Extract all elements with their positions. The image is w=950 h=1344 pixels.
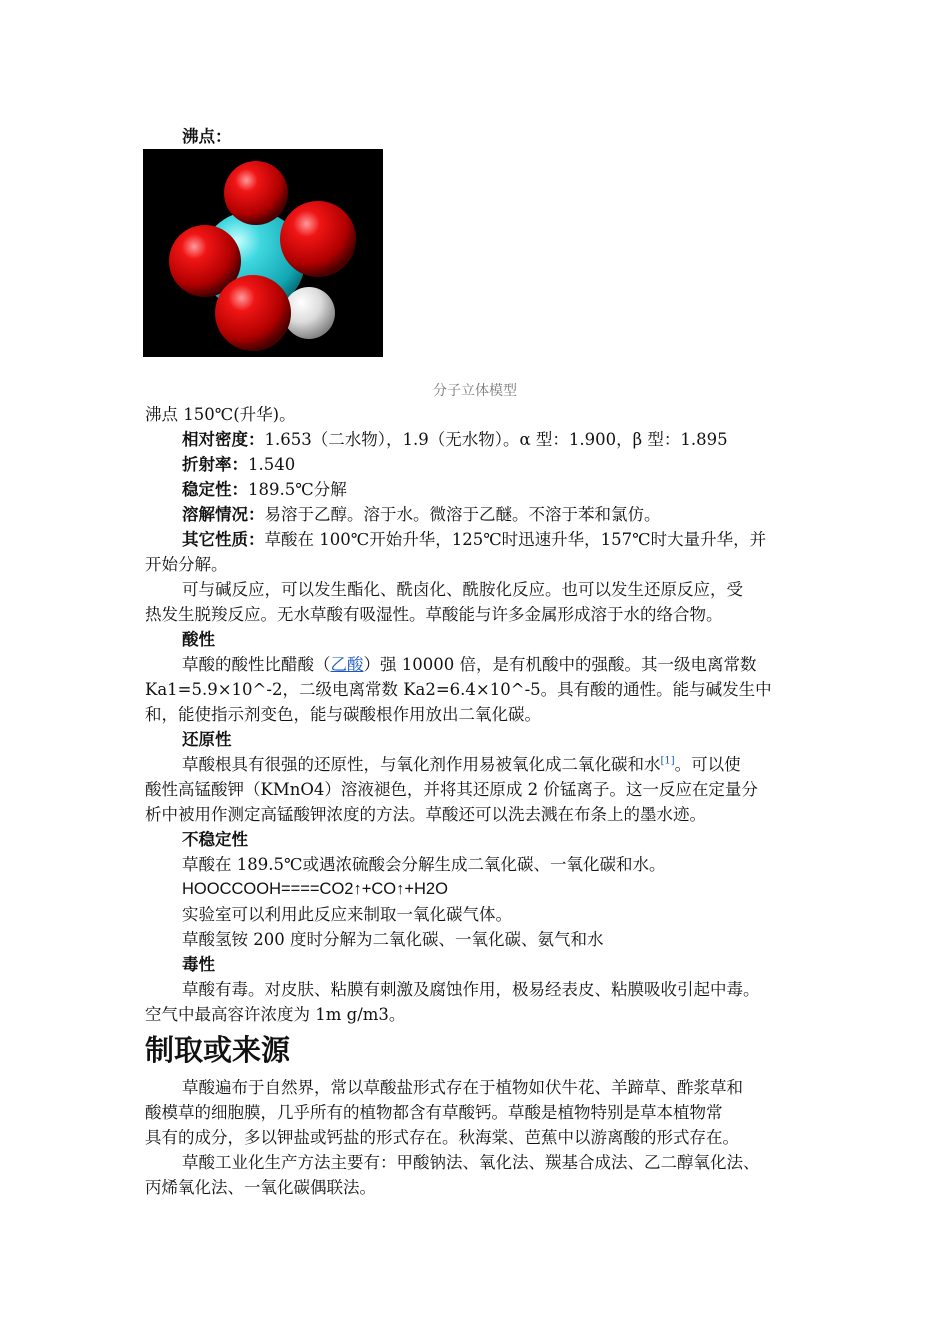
reducing-line1-pre: 草酸根具有很强的还原性，与氧化剂作用易被氧化成二氧化碳和水 — [182, 755, 661, 774]
acidity-heading: 酸性 — [182, 630, 215, 649]
boiling-point-text: 沸点 150℃(升华)。 — [145, 405, 296, 424]
stability-row — [182, 477, 822, 502]
molecule-model-graphic — [143, 149, 383, 357]
reducing-line2: 酸性高锰酸钾（KMnO4）溶液褪色，并将其还原成 2 价锰离子。这一反应在定量分 — [145, 780, 758, 799]
toxicity-heading: 毒性 — [182, 955, 215, 974]
other-line2: 开始分解。 — [145, 555, 228, 574]
source-line1: 草酸遍布于自然界，常以草酸盐形式存在于植物如伏牛花、羊蹄草、酢浆草和 — [182, 1078, 743, 1097]
other-label: 其它性质： — [182, 530, 265, 549]
other-line1: 草酸在 100℃开始升华，125℃时迅速升华，157℃时大量升华，并 — [264, 530, 767, 549]
instability-line1: 草酸在 189.5℃或遇浓硫酸会分解生成二氧化碳、一氧化碳和水。 — [182, 855, 666, 874]
instability-line4: 草酸氢铵 200 度时分解为二氧化碳、一氧化碳、氨气和水 — [182, 930, 604, 949]
solubility-label: 溶解情况： — [182, 505, 265, 524]
instability-line3: 实验室可以利用此反应来制取一氧化碳气体。 — [182, 905, 512, 924]
decomposition-equation: HOOCCOOH====CO2↑+CO↑+H2O — [182, 880, 448, 898]
density-row — [182, 427, 822, 452]
refraction-row — [182, 452, 822, 477]
solubility-value: 易溶于乙醇。溶于水。微溶于乙醚。不溶于苯和氯仿。 — [264, 505, 661, 524]
boiling-label: 沸点： — [182, 127, 232, 146]
reducing-heading: 还原性 — [182, 730, 232, 749]
density-label: 相对密度： — [182, 430, 265, 449]
acidity-pre: 草酸的酸性比醋酸（ — [182, 655, 331, 674]
reactions-line2: 热发生脱羧反应。无水草酸有吸湿性。草酸能与许多金属形成溶于水的络合物。 — [145, 605, 723, 624]
reference-link[interactable]: [1] — [660, 755, 675, 767]
image-caption: 分子立体模型 — [433, 383, 517, 399]
other-properties-row — [182, 527, 822, 552]
refraction-value: 1.540 — [248, 455, 296, 474]
reducing-line3: 析中被用作测定高锰酸钾浓度的方法。草酸还可以洗去溅在布条上的墨水迹。 — [145, 805, 706, 824]
toxicity-line2: 空气中最高容许浓度为 1m g/m3。 — [145, 1005, 406, 1024]
source-line3: 具有的成分，多以钾盐或钙盐的形式存在。秋海棠、芭蕉中以游离酸的形式存在。 — [145, 1128, 739, 1147]
source-line4: 草酸工业化生产方法主要有：甲酸钠法、氧化法、羰基合成法、乙二醇氧化法、 — [182, 1153, 760, 1172]
acidity-line2: Ka1=5.9×10^-2，二级电离常数 Ka2=6.4×10^-5。具有酸的通性。能与碱发生中 — [145, 680, 772, 699]
molecule-model-image — [143, 149, 383, 357]
stability-label: 稳定性： — [182, 480, 248, 499]
acetic-acid-link[interactable]: 乙酸 — [330, 655, 364, 674]
refraction-label: 折射率： — [182, 455, 248, 474]
reactions-line1: 可与碱反应，可以发生酯化、酰卤化、酰胺化反应。也可以发生还原反应，受 — [182, 580, 743, 599]
acidity-line3: 和，能使指示剂变色，能与碳酸根作用放出二氧化碳。 — [145, 705, 541, 724]
section-title: 制取或来源 — [145, 1033, 291, 1067]
acidity-post: ）强 10000 倍，是有机酸中的强酸。其一级电离常数 — [363, 655, 757, 674]
density-value: 1.653（二水物），1.9（无水物）。α 型：1.900，β 型：1.895 — [264, 430, 728, 449]
source-line5: 丙烯氧化法、一氧化碳偶联法。 — [145, 1178, 376, 1197]
acidity-line1 — [182, 652, 822, 677]
stability-value: 189.5℃分解 — [248, 480, 347, 499]
toxicity-line1: 草酸有毒。对皮肤、粘膜有刺激及腐蚀作用，极易经表皮、粘膜吸收引起中毒。 — [182, 980, 760, 999]
reducing-line1-post: 。可以使 — [674, 755, 741, 774]
instability-heading: 不稳定性 — [182, 830, 248, 849]
source-line2: 酸模草的细胞膜，几乎所有的植物都含有草酸钙。草酸是植物特别是草本植物常 — [145, 1103, 723, 1122]
reducing-line1 — [182, 752, 822, 777]
solubility-row — [182, 502, 822, 527]
